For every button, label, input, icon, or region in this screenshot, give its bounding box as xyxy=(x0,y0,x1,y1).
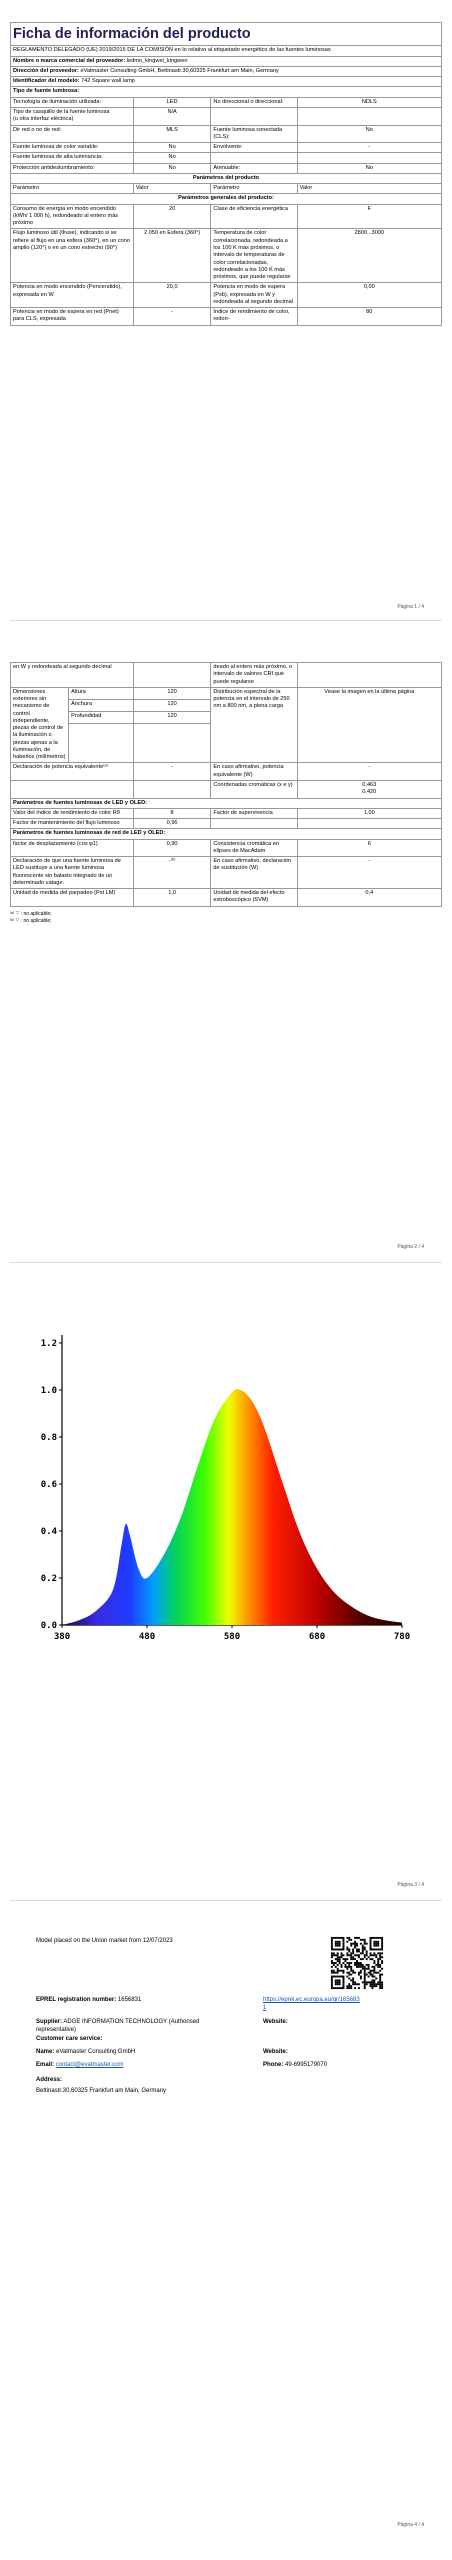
product-info-table-1 xyxy=(10,22,442,326)
y-tick-label: 0.2 xyxy=(40,1574,57,1584)
table-row xyxy=(11,125,442,143)
y-tick-label: 0.6 xyxy=(40,1480,57,1490)
table-row xyxy=(11,153,442,163)
table-cell: 8 xyxy=(133,808,211,818)
table-cell: MLS xyxy=(133,125,211,143)
sheet-page-2 xyxy=(10,662,442,926)
params-col-header: Parámetro Valor Parámetro Valor xyxy=(11,184,442,194)
y-tick-label: 1.2 xyxy=(40,1339,57,1349)
table-row xyxy=(11,97,442,107)
x-tick-label: 480 xyxy=(138,1632,156,1642)
general-header: Parámetros generales del producto: xyxy=(11,194,442,204)
table-cell xyxy=(211,819,297,829)
table-cell: Consistencia cromática en elipses de MacAdam xyxy=(211,839,297,857)
table-cell: Temperatura de color correlacionada, redondeada a los 100 K más próximos, o intervalo de temperaturas de color correlacionadas, redondeado a los 100 K más próximos, que puede regularse xyxy=(211,229,297,283)
table-row xyxy=(11,819,442,829)
table-cell: 2 050 en Esfera (360°) xyxy=(133,229,211,283)
table-cell: Tipo de casquillo de la fuente luminosa (u otra interfaz eléctrica) xyxy=(11,107,134,125)
type-header: Tipo de fuente luminosa: xyxy=(11,87,442,97)
x-tick-label: 680 xyxy=(308,1632,326,1642)
table-row xyxy=(11,839,442,857)
table-cell: Fuente luminosa conectada (CLS): xyxy=(211,125,297,143)
table-cell: 0,00 xyxy=(297,283,441,308)
table-cell: factor de desplazamiento (cos φ1) xyxy=(11,839,134,857)
net-header: Parámetros de fuentes luminosas de red de LED y OLED: xyxy=(11,829,442,839)
table-cell: No xyxy=(133,153,211,163)
care-name: Name: eVatmaster Consulting GmbH xyxy=(36,2049,136,2055)
table-cell: No xyxy=(297,125,441,143)
sheet-page-1 xyxy=(10,22,442,326)
table-cell: Potencia en modo de espera (Psb), expresada en W y redondeada al segundo decimal xyxy=(211,283,297,308)
table-cell: deado al entero más próximo, o intervalo de valores CRI que puede regularse xyxy=(211,663,297,688)
dim-row-1: Dimensiones exteriores sin mecanismo de control independiente, piezas de control de la iluminación o piezas ajenas a la iluminación, de haberlos (milímetros) Altura 120 Distribución espectral de la potencia en el intervalo de 250 nm a 800 nm, a plena carga Véase la imagen en la última página xyxy=(11,687,442,699)
table-cell: Fuente luminosa de alta luminancia: xyxy=(11,153,134,163)
product-info-table-2 xyxy=(10,662,442,907)
table-row xyxy=(11,163,442,173)
table-row xyxy=(11,808,442,818)
care-phone: Phone: 49-6995179070 xyxy=(263,2062,328,2068)
table-cell: No xyxy=(133,163,211,173)
table-cell: Potencia en modo encendido (Pencendido), expresada en W xyxy=(11,283,134,308)
table-cell: 80 xyxy=(297,308,441,326)
table-cell: Consumo de energía en modo encendido (kWh/ 1 000 h), redondeado al entero más próximo xyxy=(11,204,134,229)
table-cell: Potencia en modo de espera en red (Pnet) para CLS, expresada xyxy=(11,308,134,326)
table-cell: 20 xyxy=(133,204,211,229)
y-tick-label: 0.8 xyxy=(40,1433,57,1443)
dimensions-label: Dimensiones exteriores sin mecanismo de control independiente, piezas de control de la iluminación o piezas ajenas a la iluminación, de haberlos (milímetros) xyxy=(11,687,69,763)
supplier-row: Dirección del proveedor: eVatmaster Consulting GmbH, Bettinastr.30,60325 Frankfurt am Main, Germany xyxy=(11,66,442,76)
table-cell: Valor del índice de rendimiento de color R9 xyxy=(11,808,134,818)
table-cell xyxy=(211,107,297,125)
table-cell: Protección antideslumbramiento: xyxy=(11,163,134,173)
table-cell: Dir red o no de red: xyxy=(11,125,134,143)
distribution-value: Véase la imagen en la última página xyxy=(297,687,441,763)
page-separator xyxy=(10,1262,442,1263)
placed-on-market: Model placed on the Union market from 12/07/2023 xyxy=(36,1938,173,1944)
page-number-3: Página 3 / 4 xyxy=(397,1882,424,1888)
coord-row: Coordenadas cromáticas (x e y) 0,463 0,420 xyxy=(11,780,442,798)
dim-row-3: Profundidad 120 xyxy=(11,712,442,724)
dim-row-2: Anchura 120 xyxy=(11,700,442,712)
eprel-info xyxy=(36,1935,420,2105)
spectrum-area xyxy=(62,1389,402,1625)
table-cell: 2800...3000 xyxy=(297,229,441,283)
table-cell: 1,0 xyxy=(133,889,211,907)
table-cell: 0,90 xyxy=(133,839,211,857)
table-cell: - xyxy=(297,143,441,153)
care-address-label: Address: xyxy=(36,2077,63,2083)
table-row xyxy=(11,308,442,326)
registration-row: EPREL registration number: 1656831 xyxy=(36,1997,142,2003)
page-number-4: Página 4 / 4 xyxy=(397,2522,424,2528)
table-row xyxy=(11,283,442,308)
table-row xyxy=(11,229,442,283)
table-cell: Índice de rendimiento de color, redon- xyxy=(211,308,297,326)
table-cell: - xyxy=(297,857,441,889)
table-cell: Unidad de medida del parpadeo (Pst LM) xyxy=(11,889,134,907)
table-cell: LED xyxy=(133,97,211,107)
table-cell: En caso afirmativo, declaración de sustitución (W) xyxy=(211,857,297,889)
care-website: Website: xyxy=(263,2049,288,2055)
table-cell xyxy=(297,153,441,163)
params-header: Parámetros del producto xyxy=(11,173,442,183)
table-cell xyxy=(297,663,441,688)
table-cell: 0,4 xyxy=(297,889,441,907)
table-row xyxy=(11,204,442,229)
page-number-2: Página 2 / 4 xyxy=(397,1244,424,1250)
table-cell xyxy=(133,663,211,688)
table-cell: 6 xyxy=(297,839,441,857)
table-cell xyxy=(297,107,441,125)
eprel-link[interactable]: https://eprel.ec.europa.eu/qr/1656831 xyxy=(263,1997,360,2011)
table-row xyxy=(11,857,442,889)
table-cell: Declaración de que una fuente luminosa de LED sustituye a una fuente luminosa fluorescente sin balasto integrado de un determinado vatage. xyxy=(11,857,134,889)
table-cell: NDLS xyxy=(297,97,441,107)
footnote-b: ⁽ᵇ⁾ '-' : no aplicable; xyxy=(10,918,52,925)
led-header: Parámetros de fuentes luminosas de LED y OLED: xyxy=(11,798,442,808)
distribution-label: Distribución espectral de la potencia en el intervalo de 250 nm a 800 nm, a plena carga xyxy=(211,687,297,763)
type-rows xyxy=(11,97,442,173)
y-tick-label: 1.0 xyxy=(40,1386,57,1396)
table-cell: Fuente luminosa de color variable: xyxy=(11,143,134,153)
table-cell: F xyxy=(297,204,441,229)
regulation-text: REGLAMENTO DELEGADO (UE) 2019/2015 DE LA COMISIÓN en lo relativo al etiquetado energético de las fuentes luminosas xyxy=(11,46,442,56)
care-email: Email: contact@evatmaster.com xyxy=(36,2062,124,2068)
table-row xyxy=(11,663,442,688)
model-row: Identificador del modelo: 742 Square wall lamp xyxy=(11,77,442,87)
care-address: Bettinastr.30,60325 Frankfurt am Main, Germany xyxy=(36,2088,167,2094)
brand-row: Nombre o marca comercial del proveedor: ledmo_kingwei_kingwen xyxy=(11,56,442,66)
footnote-a: ⁽ᵃ⁾ '-' : no aplicable; xyxy=(10,910,52,917)
y-tick-label: 0.4 xyxy=(40,1527,57,1537)
page-title: Ficha de información del producto xyxy=(11,23,442,46)
table-cell: No direccional o direccional: xyxy=(211,97,297,107)
table-cell: 1,00 xyxy=(297,808,441,818)
page-separator xyxy=(10,1900,442,1901)
x-tick-label: 780 xyxy=(393,1632,411,1642)
table-cell: 20,0 xyxy=(133,283,211,308)
table-cell xyxy=(211,153,297,163)
table-row xyxy=(11,107,442,125)
table-row xyxy=(11,889,442,907)
spectral-distribution-chart xyxy=(40,1325,420,1660)
supplier-website: Website: xyxy=(263,2019,288,2025)
table-cell: Clase de eficiencia energética xyxy=(211,204,297,229)
email-link[interactable]: contact@evatmaster.com xyxy=(55,2062,124,2068)
y-tick-label: 0.0 xyxy=(40,1621,57,1631)
table-cell xyxy=(297,819,441,829)
table-cell: en W y redondeada al segundo decimal xyxy=(11,663,134,688)
table-cell: Envolvente: xyxy=(211,143,297,153)
page-number-1: Página 1 / 4 xyxy=(397,604,424,610)
table-cell: No xyxy=(297,163,441,173)
table-cell: Tecnología de iluminación utilizada: xyxy=(11,97,134,107)
general-rows xyxy=(11,204,442,325)
table-cell: N/A xyxy=(133,107,211,125)
table-cell: Unidad de medida del efecto estroboscópico (SVM) xyxy=(211,889,297,907)
footnotes xyxy=(10,911,442,926)
equiv-row: Declaración de potencia equivalente⁽ᵃ⁾ - En caso afirmativo, potencia equivalente (W) - xyxy=(11,763,442,781)
customer-care-label: Customer care service: xyxy=(36,2036,103,2042)
table-row xyxy=(11,143,442,153)
table-cell: Factor de supervivencia xyxy=(211,808,297,818)
table-cell: Factor de mantenimiento del flujo luminoso xyxy=(11,819,134,829)
table-cell: 0,96 xyxy=(133,819,211,829)
qr-code-icon xyxy=(329,1935,385,1991)
table-cell: No xyxy=(133,143,211,153)
page-separator xyxy=(10,620,442,621)
x-tick-label: 380 xyxy=(53,1632,71,1642)
x-tick-label: 580 xyxy=(223,1632,241,1642)
supplier-row: Supplier: ADGE INFORMATION TECHNOLOGY (Authorised representative) xyxy=(36,2019,200,2033)
table-cell: - xyxy=(133,308,211,326)
table-cell: -⁽ᵇ⁾ xyxy=(133,857,211,889)
table-cell: Atenuable: xyxy=(211,163,297,173)
table-cell: Flujo luminoso útil (Φuse), indicando si se refiere al flujo en una esfera (360°), en un cono amplio (120°) o en un cono estrecho (90°) xyxy=(11,229,134,283)
